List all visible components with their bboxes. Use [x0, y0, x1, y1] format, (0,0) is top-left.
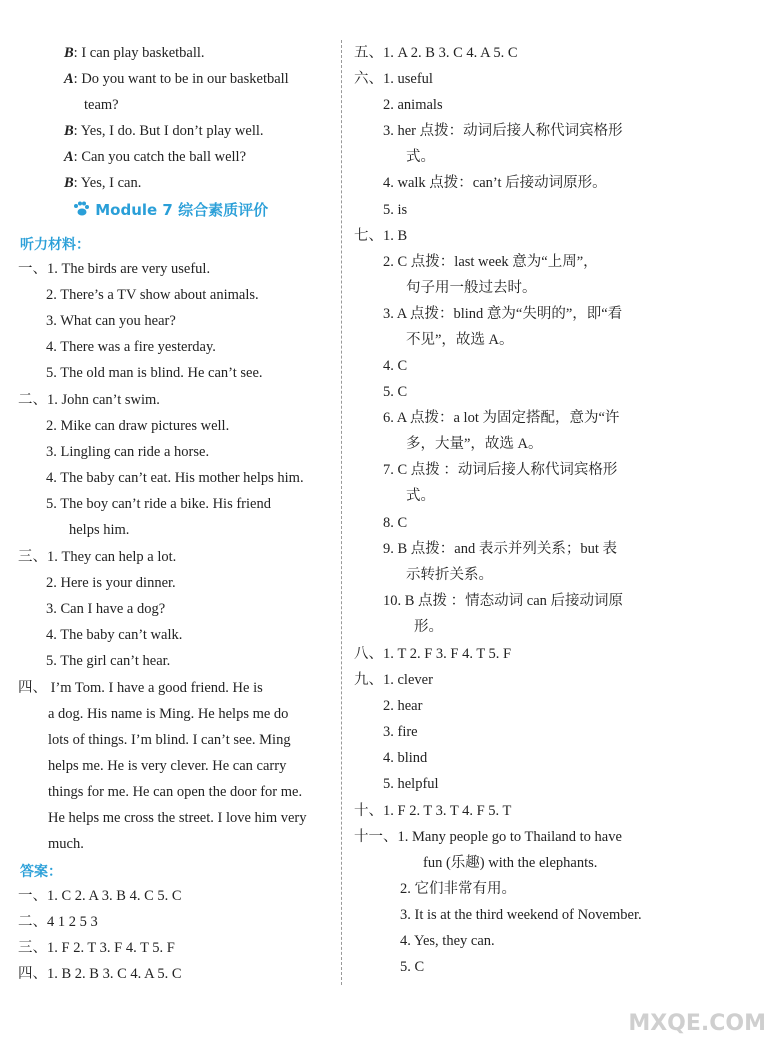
answer-line: fun (乐趣) with the elephants. — [423, 855, 598, 871]
listening-line: He helps me cross the street. I love him very — [48, 810, 307, 826]
listening-line: 三、1. They can help a lot. — [18, 549, 177, 565]
answer-line: 形。 — [414, 619, 443, 635]
listening-line: 2. Here is your dinner. — [46, 575, 176, 591]
answer-line: 三、1. F 2. T 3. F 4. T 5. F — [18, 940, 175, 956]
answer-line: 六、1. useful — [354, 71, 433, 87]
answer-line: 句子用一般过去时。 — [406, 280, 537, 296]
answer-line: 4. Yes, they can. — [400, 933, 495, 949]
answer-line: 4. blind — [383, 750, 428, 766]
answer-line: 2. C 点拨：last week 意为“上周”， — [383, 254, 598, 270]
listening-line: much. — [48, 836, 84, 852]
listening-line: 4. The baby can’t eat. His mother helps him. — [46, 470, 304, 486]
answer-line: 2. animals — [383, 97, 443, 113]
listening-line: 二、1. John can’t swim. — [18, 392, 160, 408]
listening-line: 3. Lingling can ride a horse. — [46, 444, 210, 460]
answer-line: 十一、1. Many people go to Thailand to have — [354, 829, 622, 845]
answer-line: 3. A 点拨：blind 意为“失明的”，即“看 — [383, 306, 623, 322]
answer-line: 3. fire — [383, 724, 418, 740]
answer-line: 5. helpful — [383, 776, 439, 792]
listening-line: 四、 I’m Tom. I have a good friend. He is — [18, 680, 263, 696]
dialogue-line: B: Yes, I do. But I don’t play well. — [64, 123, 264, 139]
paw-icon — [72, 201, 90, 217]
dialogue-line: B: Yes, I can. — [64, 175, 142, 191]
answer-line: 多，大量”，故选 A。 — [406, 436, 543, 452]
answer-line: 4. C — [383, 358, 408, 374]
listening-label: 听力材料： — [20, 237, 90, 253]
answer-line: 五、1. A 2. B 3. C 4. A 5. C — [354, 45, 518, 61]
listening-line: 2. Mike can draw pictures well. — [46, 418, 230, 434]
answer-line: 2. 它们非常有用。 — [400, 881, 516, 897]
dialogue-line: B: I can play basketball. — [64, 45, 205, 61]
answer-line: 8. C — [383, 515, 408, 531]
answer-line: 7. C 点拨 ：动词后接人称代词宾格形 — [383, 462, 618, 478]
dialogue-line: A: Can you catch the ball well? — [64, 149, 247, 165]
answer-line: 四、1. B 2. B 3. C 4. A 5. C — [18, 966, 182, 982]
answer-line: 9. B 点拨：and 表示并列关系；but 表 — [383, 541, 618, 557]
listening-line: helps me. He is very clever. He can carry — [48, 758, 287, 774]
answer-line: 式。 — [406, 488, 435, 504]
module-title: Module 7 综合素质评价 — [72, 199, 268, 220]
dialogue-line: A: Do you want to be in our basketball — [64, 71, 289, 87]
answer-line: 九、1. clever — [354, 672, 433, 688]
listening-line: helps him. — [69, 522, 130, 538]
answer-line: 10. B 点拨 ：情态动词 can 后接动词原 — [383, 593, 624, 609]
listening-line: a dog. His name is Ming. He helps me do — [48, 706, 289, 722]
answer-line: 5. is — [383, 202, 408, 218]
dialogue-line: team? — [84, 97, 119, 113]
answer-line: 6. A 点拨：a lot 为固定搭配，意为“许 — [383, 410, 620, 426]
answer-line: 5. C — [400, 959, 425, 975]
watermark: MXQE.COM — [628, 1011, 766, 1036]
answer-line: 3. her 点拨：动词后接人称代词宾格形 — [383, 123, 623, 139]
listening-line: 5. The old man is blind. He can’t see. — [46, 365, 263, 381]
listening-line: 4. There was a fire yesterday. — [46, 339, 216, 355]
listening-line: 3. What can you hear? — [46, 313, 176, 329]
answer-line: 二、4 1 2 5 3 — [18, 914, 98, 930]
listening-line: 4. The baby can’t walk. — [46, 627, 183, 643]
answer-line: 式。 — [406, 149, 435, 165]
answer-line: 示转折关系。 — [406, 567, 493, 583]
answer-line: 七、1. B — [354, 228, 408, 244]
answer-line: 十、1. F 2. T 3. T 4. F 5. T — [354, 803, 512, 819]
listening-line: 5. The boy can’t ride a bike. His friend — [46, 496, 271, 512]
answer-line: 4. walk 点拨：can’t 后接动词原形。 — [383, 175, 607, 191]
answer-line: 一、1. C 2. A 3. B 4. C 5. C — [18, 888, 182, 904]
column-divider — [341, 40, 342, 985]
listening-line: things for me. He can open the door for me. — [48, 784, 303, 800]
answer-line: 5. C — [383, 384, 408, 400]
answer-line: 2. hear — [383, 698, 423, 714]
listening-line: 5. The girl can’t hear. — [46, 653, 171, 669]
answer-line: 八、1. T 2. F 3. F 4. T 5. F — [354, 646, 512, 662]
answers-label: 答案： — [20, 864, 62, 880]
listening-line: lots of things. I’m blind. I can’t see. Ming — [48, 732, 291, 748]
answer-line: 不见”，故选 A。 — [406, 332, 514, 348]
listening-line: 3. Can I have a dog? — [46, 601, 166, 617]
listening-line: 一、1. The birds are very useful. — [18, 261, 211, 277]
answer-line: 3. It is at the third weekend of November. — [400, 907, 642, 923]
listening-line: 2. There’s a TV show about animals. — [46, 287, 259, 303]
